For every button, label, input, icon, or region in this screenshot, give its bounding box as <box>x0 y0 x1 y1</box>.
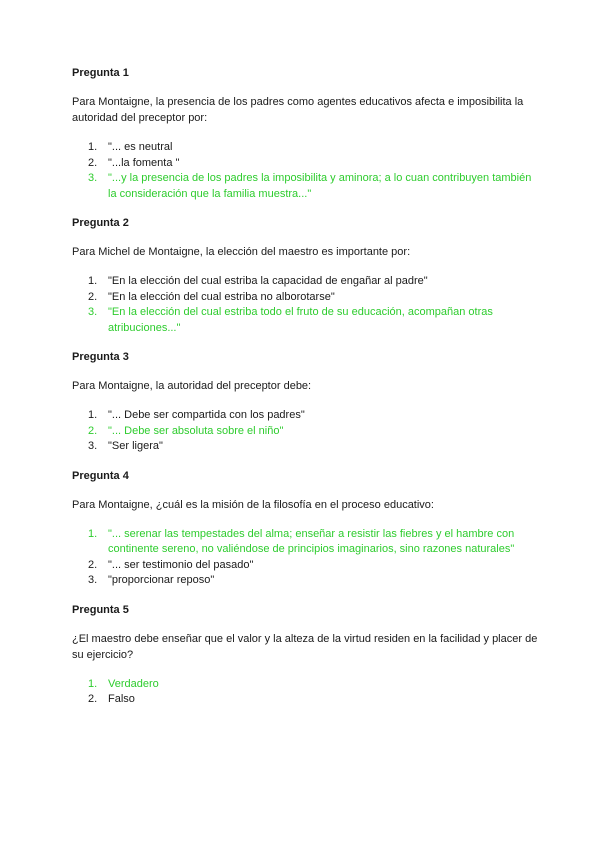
option-text: Verdadero <box>108 677 159 690</box>
question-text: Para Montaigne, ¿cuál es la misión de la filosofía en el proceso educativo: <box>72 498 434 511</box>
answer-list <box>72 140 542 202</box>
answer-option <box>72 305 542 336</box>
option-text: "proporcionar reposo" <box>108 574 215 586</box>
question-1 <box>72 66 542 202</box>
option-number: 2. <box>88 558 98 571</box>
option-number: 1. <box>88 141 98 153</box>
answer-option <box>72 171 542 202</box>
option-number: 1. <box>88 527 98 540</box>
option-text: "...la fomenta " <box>108 156 180 169</box>
answer-option <box>72 274 542 290</box>
answer-list <box>72 527 542 589</box>
answer-option <box>72 527 542 558</box>
question-title: Pregunta 5 <box>72 603 129 616</box>
option-text: "En la elección del cual estriba la capacidad de engañar al padre" <box>108 275 428 287</box>
question-5 <box>72 603 542 708</box>
answer-option <box>72 156 542 172</box>
question-title: Pregunta 3 <box>72 351 129 363</box>
answer-option <box>72 692 542 708</box>
answer-list <box>72 677 542 708</box>
question-text: ¿El maestro debe enseñar que el valor y la alteza de la virtud residen en la facilidad y placer de su ejercicio? <box>72 632 538 661</box>
option-text: "... ser testimonio del pasado" <box>108 558 254 571</box>
option-number: 1. <box>88 409 98 421</box>
option-number: 3. <box>88 440 98 452</box>
question-text: Para Michel de Montaigne, la elección del maestro es importante por: <box>72 246 411 258</box>
option-text: Falso <box>108 693 135 705</box>
question-2 <box>72 216 542 336</box>
option-number: 1. <box>88 677 98 690</box>
option-number: 3. <box>88 172 98 184</box>
answer-option <box>72 408 542 424</box>
option-text: "... Debe ser compartida con los padres" <box>108 409 305 421</box>
question-4 <box>72 469 542 589</box>
document-page <box>72 66 542 722</box>
answer-option <box>72 140 542 156</box>
answer-list <box>72 274 542 336</box>
option-number: 2. <box>88 156 98 169</box>
option-text: "... Debe ser absoluta sobre el niño" <box>108 424 284 437</box>
question-text: Para Montaigne, la autoridad del preceptor debe: <box>72 380 312 392</box>
answer-option <box>72 290 542 306</box>
answer-option <box>72 558 542 574</box>
answer-option <box>72 424 542 440</box>
option-number: 3. <box>88 574 98 586</box>
option-text: "En la elección del cual estriba no alborotarse" <box>108 290 335 303</box>
question-title: Pregunta 1 <box>72 67 129 79</box>
option-number: 3. <box>88 306 98 318</box>
answer-list <box>72 408 542 455</box>
answer-option <box>72 677 542 693</box>
option-number: 2. <box>88 290 98 303</box>
option-text: "En la elección del cual estriba todo el fruto de su educación, acompañan otras atribuciones..." <box>108 306 493 334</box>
option-text: "Ser ligera" <box>108 440 163 452</box>
option-number: 1. <box>88 275 98 287</box>
question-title: Pregunta 4 <box>72 469 129 482</box>
option-text: "... serenar las tempestades del alma; enseñar a resistir las fiebres y el hambre con continente sereno, no valiéndose de principios imaginarios, sino razones naturales" <box>108 527 515 555</box>
option-text: "... es neutral <box>108 141 173 153</box>
answer-option <box>72 439 542 455</box>
option-text: "...y la presencia de los padres la imposibilita y aminora; a lo cuan contribuyen también la consideración que la familia muestra..." <box>108 172 532 200</box>
option-number: 2. <box>88 424 98 437</box>
answer-option <box>72 573 542 589</box>
question-3 <box>72 350 542 455</box>
option-number: 2. <box>88 693 98 705</box>
question-text: Para Montaigne, la presencia de los padres como agentes educativos afecta e imposibilita la autoridad del preceptor por: <box>72 96 524 124</box>
question-title: Pregunta 2 <box>72 217 129 229</box>
